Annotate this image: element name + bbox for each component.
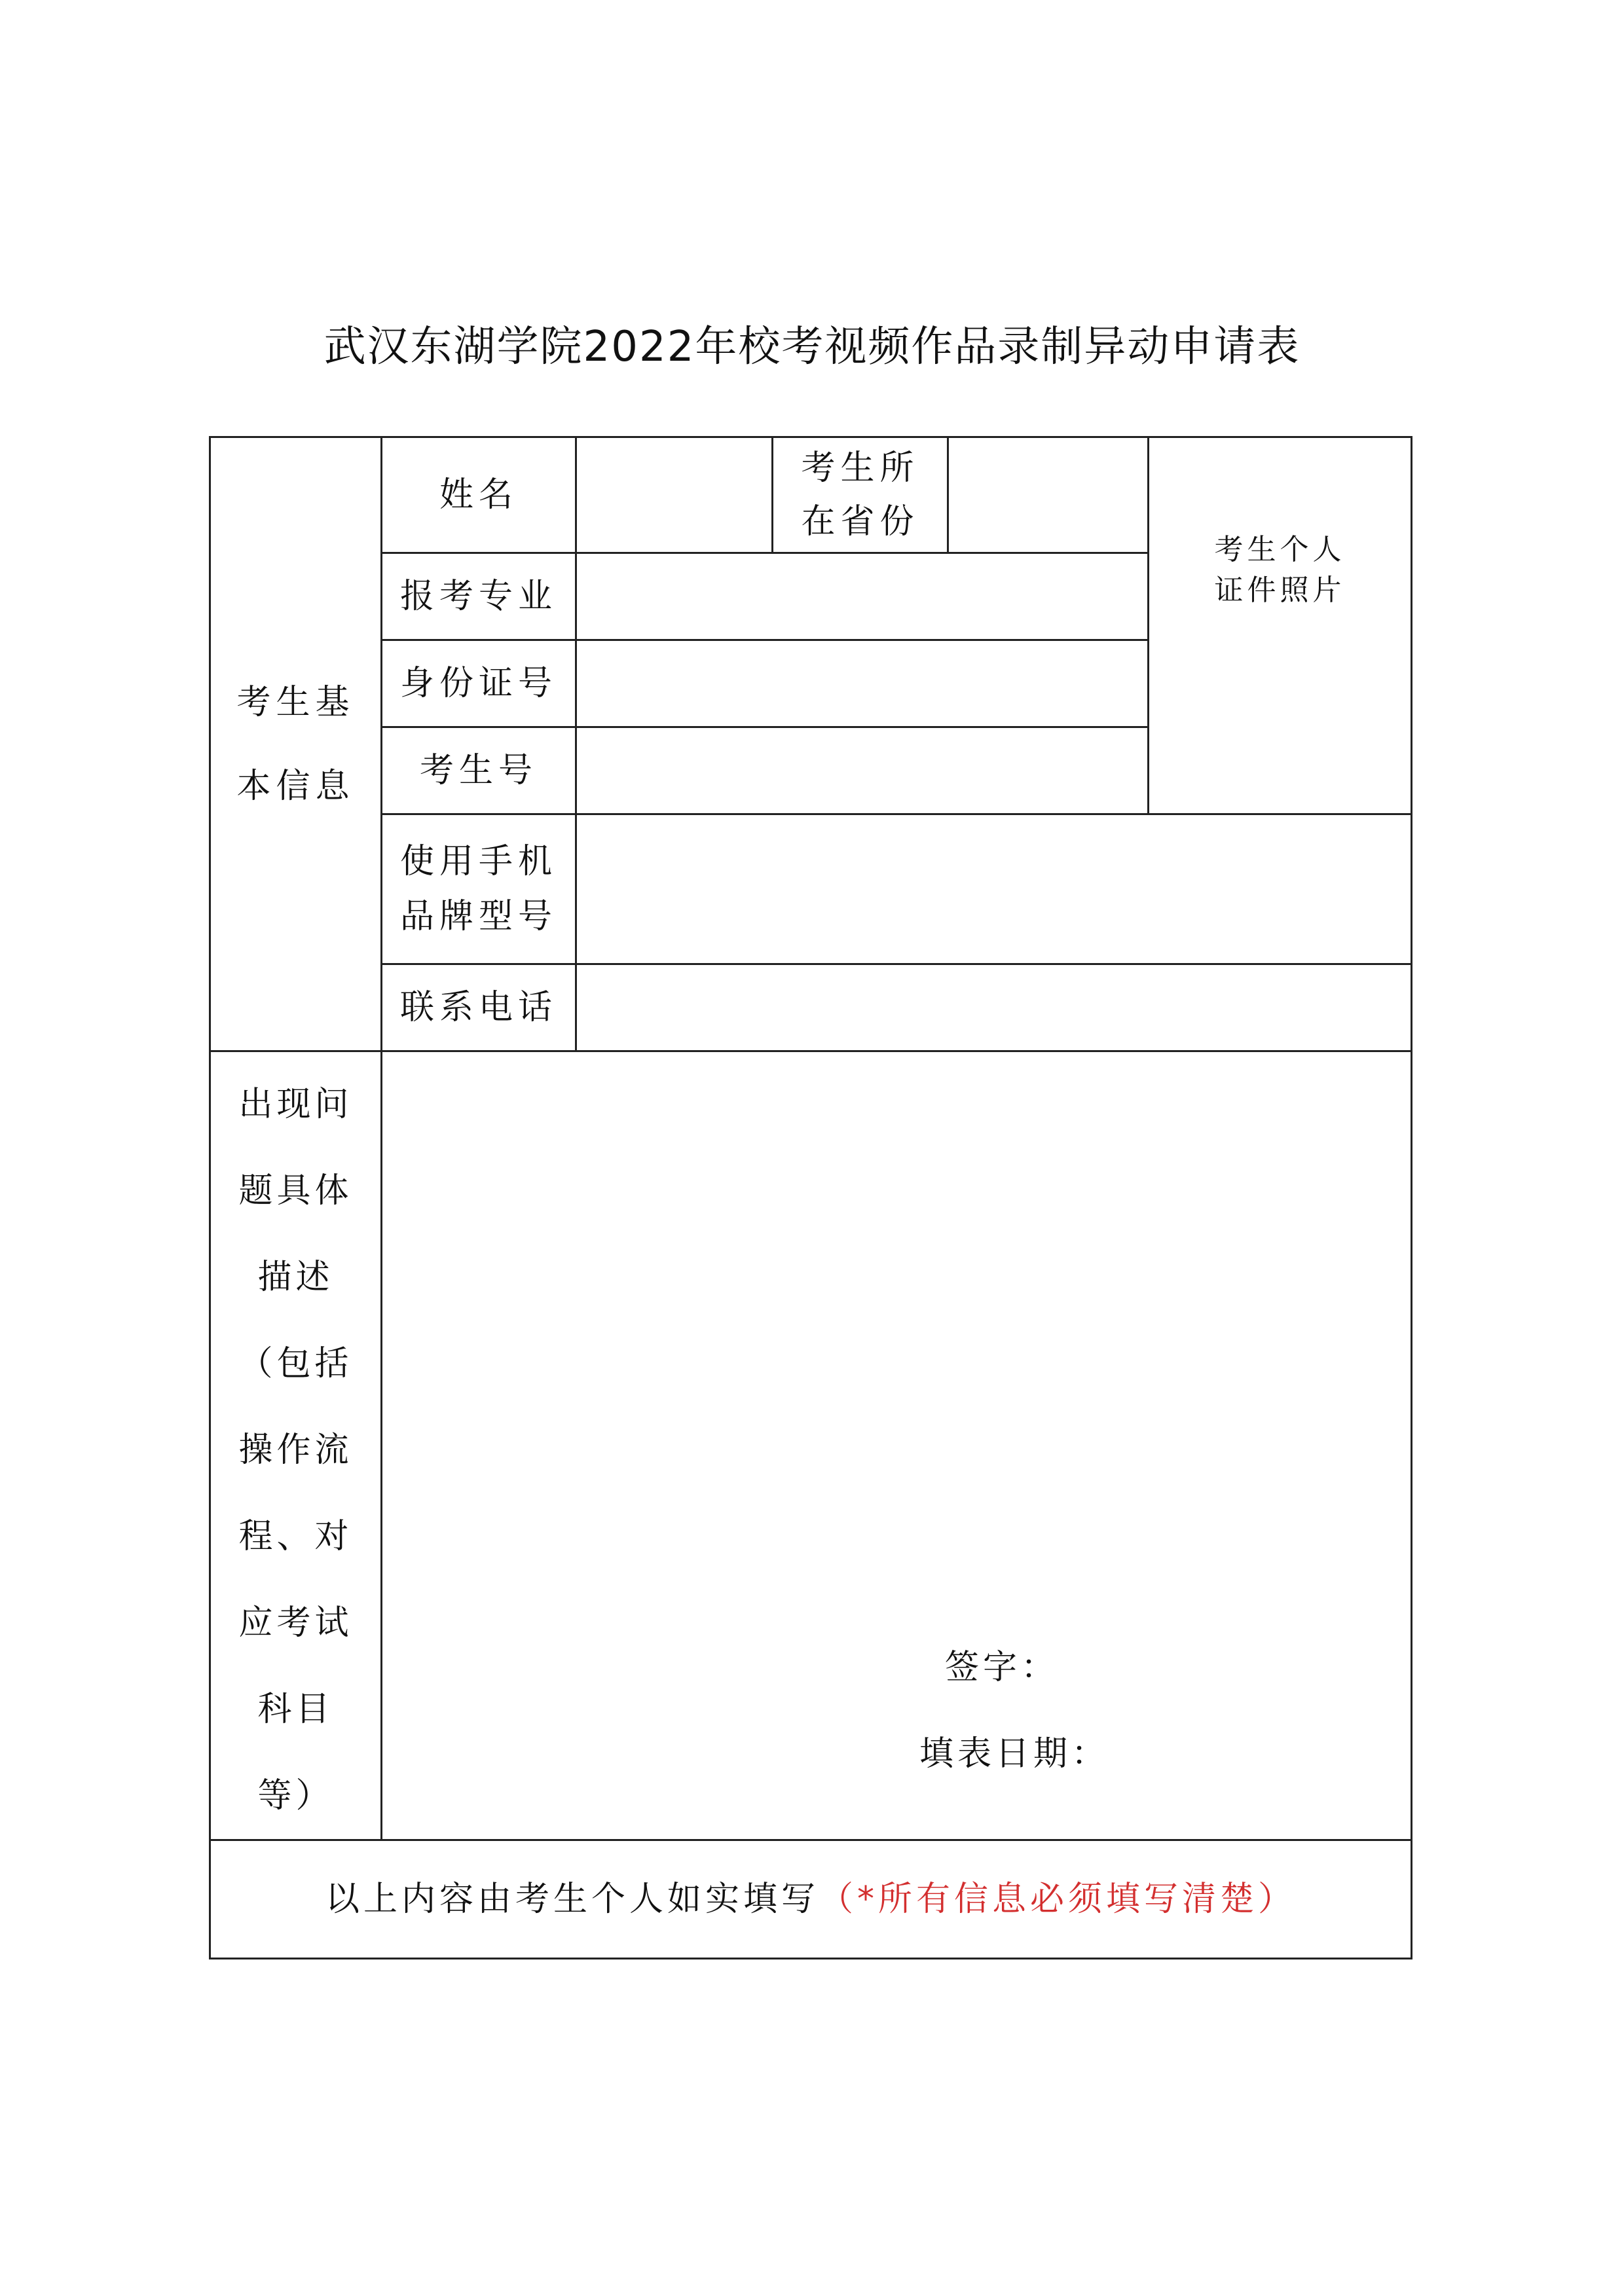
id-number-value-cell[interactable]	[576, 640, 1149, 727]
id-number-label: 身份证号	[382, 640, 576, 727]
photo-label: 考生个人证件照片	[1214, 533, 1346, 607]
contact-phone-value-cell[interactable]	[576, 964, 1412, 1051]
section-basic-info-label: 考生基本信息	[210, 437, 382, 1051]
name-value-cell[interactable]	[576, 437, 773, 553]
phone-model-label: 使用手机品牌型号	[382, 814, 576, 964]
photo-cell[interactable]	[1149, 437, 1412, 814]
major-value-cell[interactable]	[576, 553, 1149, 640]
exam-number-value-cell[interactable]	[576, 727, 1149, 814]
document-title: 武汉东湖学院2022年校考视频作品录制异动申请表	[323, 323, 1301, 371]
footer-note-cell	[210, 1840, 1412, 1959]
section-problem-label: 出现问题具体描述（包括操作流程、对应考试科目等）	[210, 1051, 382, 1840]
exam-number-label: 考生号	[382, 727, 576, 814]
province-label: 考生所在省份	[773, 437, 948, 553]
name-label: 姓名	[382, 437, 576, 553]
application-form-table	[209, 436, 1412, 1959]
date-label: 填表日期：	[919, 1734, 1110, 1774]
problem-description-cell[interactable]	[382, 1051, 1412, 1840]
phone-model-value-cell[interactable]	[576, 814, 1412, 964]
footer-note: 以上内容由考生个人如实填写	[325, 1880, 819, 1919]
contact-phone-label: 联系电话	[382, 964, 576, 1051]
footer-warning: （*所有信息必须填写清楚）	[819, 1880, 1297, 1919]
signature-label: 签字：	[945, 1648, 1060, 1687]
province-value-cell[interactable]	[948, 437, 1149, 553]
major-label: 报考专业	[382, 553, 576, 640]
